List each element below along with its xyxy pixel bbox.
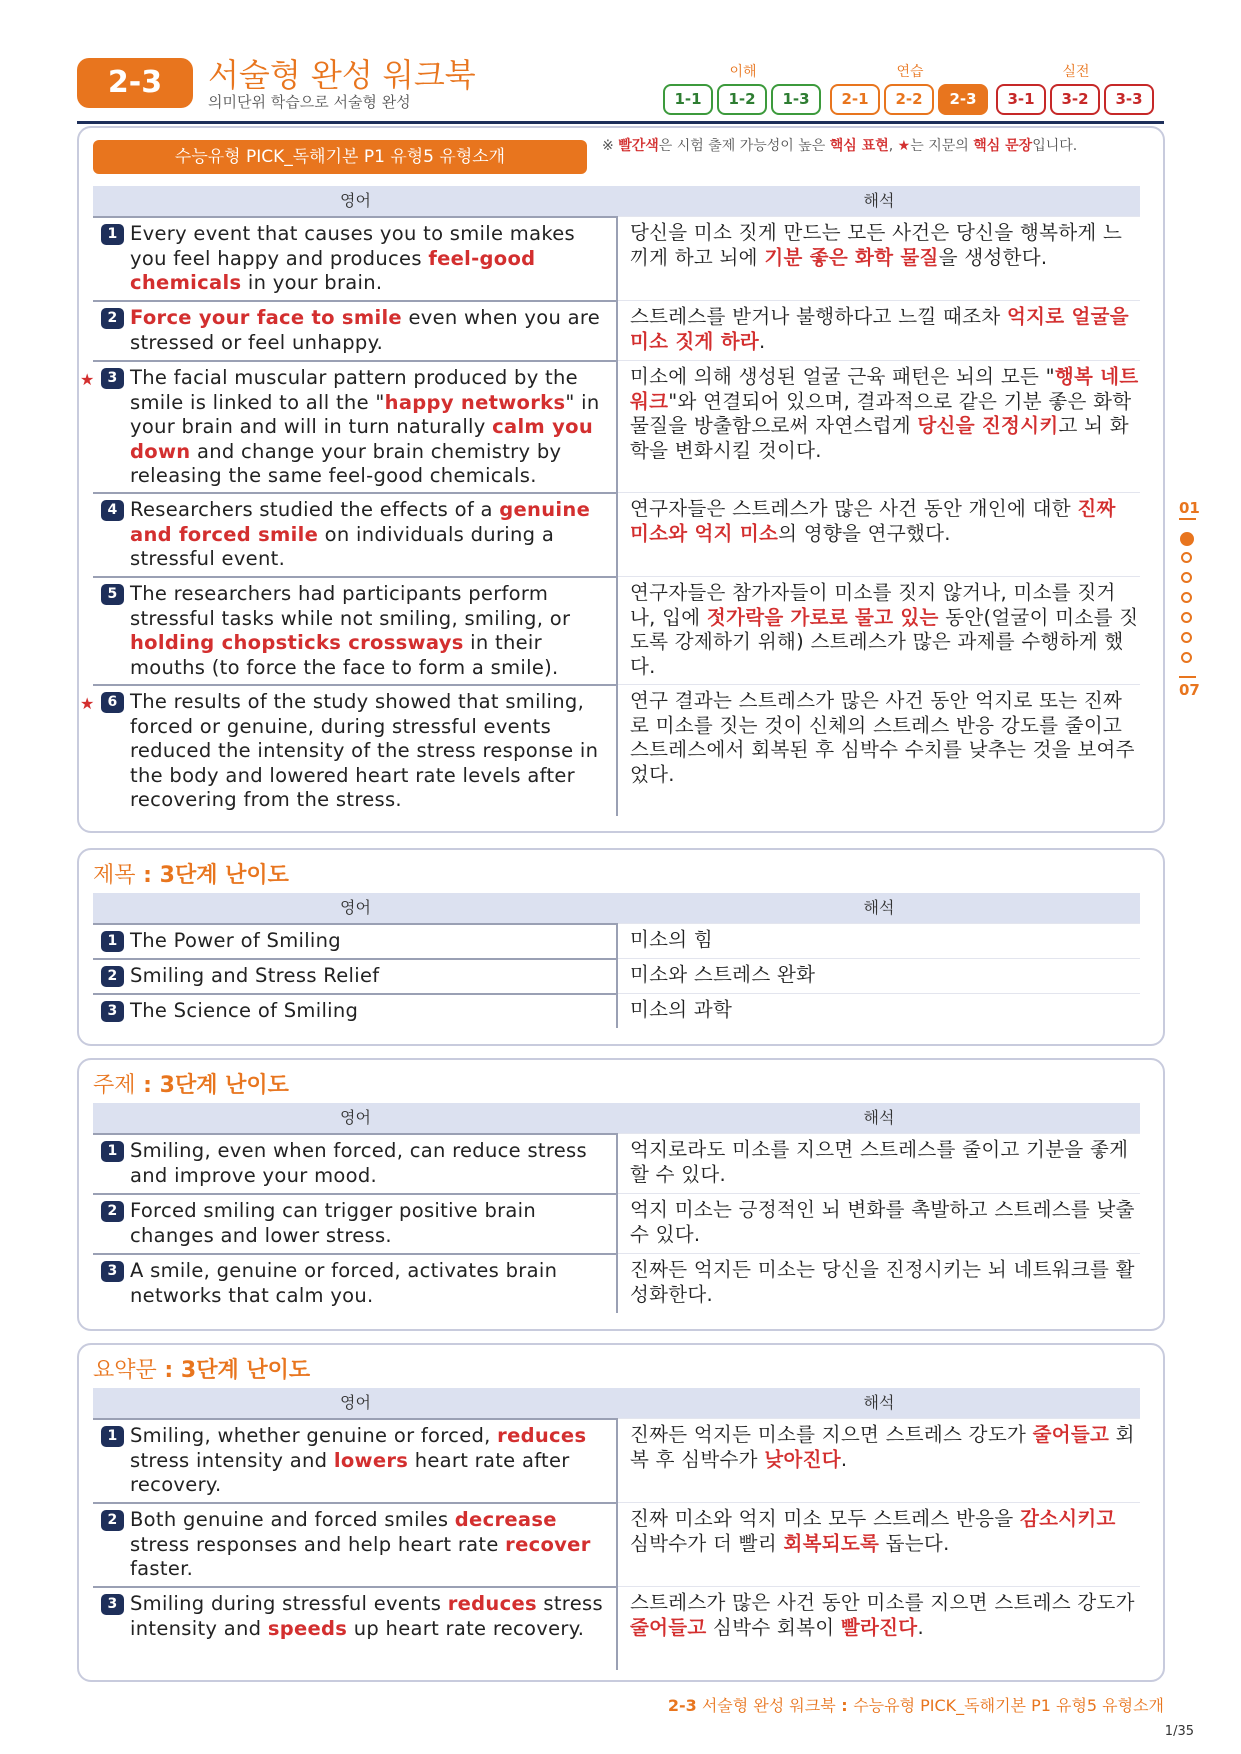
footer-separator: : bbox=[835, 1696, 854, 1715]
section-title bbox=[93, 858, 289, 889]
key-phrase: 낮아진다 bbox=[764, 1447, 841, 1471]
page-title: 서술형 완성 워크북 bbox=[208, 56, 476, 94]
key-phrase: holding chopsticks crossways bbox=[130, 631, 464, 654]
sentence-number: 1 bbox=[101, 931, 124, 952]
key-phrase: 행복 네트워크 bbox=[630, 365, 1139, 413]
korean-cell bbox=[618, 216, 1140, 300]
page-dot[interactable] bbox=[1181, 632, 1192, 643]
table-row bbox=[93, 1502, 1140, 1586]
english-cell bbox=[93, 958, 618, 993]
table-header bbox=[93, 186, 1140, 216]
english-cell bbox=[80, 360, 618, 492]
side-nav-start: 01 bbox=[1179, 499, 1200, 517]
step-2-2[interactable]: 2-2 bbox=[884, 84, 934, 115]
pick-label: 수능유형 PICK_독해기본 P1 유형5 유형소개 bbox=[93, 140, 587, 174]
section-separator: : bbox=[135, 1073, 160, 1098]
key-phrase: speeds bbox=[267, 1616, 348, 1640]
section-title bbox=[93, 1353, 310, 1384]
korean-cell bbox=[618, 684, 1140, 816]
key-phrase: Force your face to smile bbox=[130, 306, 402, 329]
column-korean: 해석 bbox=[863, 898, 895, 917]
section-level: 3단계 난이도 bbox=[180, 1358, 311, 1383]
text-span: 미소에 의해 생성된 얼굴 근육 패턴은 뇌의 모든 " bbox=[630, 365, 1055, 388]
korean-cell bbox=[618, 1502, 1140, 1586]
key-phrase: decrease bbox=[454, 1508, 557, 1531]
text-span: Forced smiling can trigger positive brain changes and lower stress. bbox=[130, 1199, 537, 1247]
table-row bbox=[80, 360, 1140, 492]
english-cell bbox=[93, 300, 618, 360]
korean-cell bbox=[618, 923, 1140, 958]
text-span: 진짜든 억지든 미소를 지으면 스트레스 강도가 bbox=[630, 1423, 1033, 1446]
column-english: 영어 bbox=[340, 1108, 371, 1127]
sentence-number: 5 bbox=[101, 584, 124, 605]
text-span: Every event that causes you to smile makes you feel happy and produces bbox=[130, 222, 575, 270]
text-span: 스트레스가 많은 사건 동안 미소를 지으면 스트레스 강도가 bbox=[630, 1591, 1135, 1614]
korean-cell bbox=[618, 993, 1140, 1028]
text-span: A smile, genuine or forced, activates brain networks that calm you. bbox=[130, 1259, 558, 1307]
note-red-word: 빨간색 bbox=[618, 138, 659, 154]
english-cell bbox=[93, 993, 618, 1028]
column-english: 영어 bbox=[340, 1393, 371, 1412]
text-span: 진짜 미소와 억지 미소 모두 스트레스 반응을 bbox=[630, 1507, 1020, 1530]
sentence-number: 1 bbox=[101, 1141, 124, 1162]
key-phrase: happy networks bbox=[384, 390, 566, 414]
section-separator: : bbox=[135, 863, 160, 888]
section-badge: 2-3 bbox=[77, 58, 193, 108]
section-level: 3단계 난이도 bbox=[159, 863, 289, 888]
text-span: 진짜든 억지든 미소는 당신을 진정시키는 뇌 네트워크를 활성화한다. bbox=[630, 1258, 1135, 1306]
section-title bbox=[93, 1068, 289, 1099]
text-span: . bbox=[917, 1615, 924, 1639]
text-span: Smiling, whether genuine or forced, bbox=[130, 1424, 498, 1447]
sentence-number: 2 bbox=[101, 966, 124, 987]
text-span: 을 생성한다. bbox=[938, 245, 1048, 269]
text-span: Smiling and Stress Relief bbox=[130, 964, 380, 987]
table-row bbox=[93, 993, 1140, 1028]
korean-cell bbox=[618, 1133, 1140, 1193]
korean-cell bbox=[618, 1253, 1140, 1313]
table-row bbox=[93, 300, 1140, 360]
english-cell bbox=[93, 1502, 618, 1586]
table-header bbox=[93, 893, 1140, 923]
step-2-1[interactable]: 2-1 bbox=[830, 84, 880, 115]
side-nav-rule-bottom bbox=[1179, 676, 1196, 678]
text-span: and change your brain chemistry by releasing the same feel-good chemicals. bbox=[130, 439, 562, 487]
section-separator: : bbox=[156, 1358, 181, 1383]
korean-cell bbox=[618, 300, 1140, 360]
text-span: 회복 후 심박수가 bbox=[630, 1423, 1135, 1471]
sentence-number: 1 bbox=[101, 224, 124, 245]
english-cell bbox=[80, 684, 618, 816]
column-korean: 해석 bbox=[863, 1108, 895, 1127]
key-phrase: 줄어들고 bbox=[1032, 1423, 1110, 1446]
step-3-2[interactable]: 3-2 bbox=[1050, 84, 1100, 115]
key-phrase: 억지로 얼굴을 미소 짓게 하라 bbox=[630, 305, 1129, 353]
step-1-1[interactable]: 1-1 bbox=[663, 84, 713, 115]
key-phrase: calm you down bbox=[130, 415, 594, 463]
text-span: The facial muscular pattern produced by the smile is linked to all the " bbox=[130, 366, 578, 414]
group-label-understand: 이해 bbox=[729, 64, 757, 80]
korean-cell bbox=[618, 360, 1140, 492]
text-span: The Science of Smiling bbox=[130, 999, 359, 1022]
key-phrase: 빨라진다 bbox=[840, 1615, 918, 1639]
key-phrase: genuine and forced smile bbox=[130, 498, 591, 546]
note-key-expression: 핵심 표현 bbox=[829, 138, 889, 154]
note-prefix: ※ bbox=[602, 138, 619, 154]
footer bbox=[668, 1693, 1164, 1716]
text-span: 고 뇌 화학을 변화시킬 것이다. bbox=[630, 414, 1129, 462]
sentence-number: 2 bbox=[101, 308, 124, 329]
text-span: Smiling, even when forced, can reduce stress and improve your mood. bbox=[130, 1139, 587, 1187]
footer-detail: 수능유형 PICK_독해기본 P1 유형5 유형소개 bbox=[853, 1696, 1164, 1715]
header-divider bbox=[77, 121, 1164, 124]
korean-cell bbox=[618, 958, 1140, 993]
text-span: The Power of Smiling bbox=[130, 929, 341, 952]
text-span: even when you are stressed or feel unhappy. bbox=[130, 306, 601, 354]
note-key-sentence: 핵심 문장 bbox=[973, 138, 1033, 154]
key-phrase: reduces bbox=[447, 1592, 537, 1615]
page-dot[interactable] bbox=[1181, 612, 1192, 623]
table-row bbox=[93, 923, 1140, 958]
key-phrase: 감소시키고 bbox=[1019, 1507, 1116, 1530]
table-row bbox=[93, 492, 1140, 576]
star-icon: ★ bbox=[897, 138, 911, 154]
english-cell bbox=[93, 576, 618, 684]
korean-cell bbox=[618, 1586, 1140, 1670]
text-span: 돕는다. bbox=[879, 1531, 950, 1555]
korean-cell bbox=[618, 576, 1140, 684]
key-phrase: feel-good chemicals bbox=[130, 246, 536, 294]
text-span: The researchers had participants perform stressful tasks while not smiling, smiling, or bbox=[130, 582, 571, 630]
korean-cell bbox=[618, 1193, 1140, 1253]
section-name: 요약문 bbox=[93, 1358, 157, 1383]
text-span: 심박수가 더 빨리 bbox=[630, 1531, 784, 1555]
page-number: 1/35 bbox=[1164, 1724, 1194, 1739]
key-phrase: 기분 좋은 화학 물질 bbox=[764, 245, 939, 269]
note-text-1: 은 시험 출제 가능성이 높은 bbox=[658, 138, 830, 154]
text-span: 억지 미소는 긍정적인 뇌 변화를 촉발하고 스트레스를 낮출 수 있다. bbox=[630, 1198, 1135, 1246]
table-row bbox=[93, 1193, 1140, 1253]
text-span: faster. bbox=[130, 1557, 194, 1580]
key-phrase: 젓가락을 가로로 물고 있는 bbox=[706, 605, 939, 629]
english-cell bbox=[93, 1193, 618, 1253]
star-icon: ★ bbox=[80, 370, 95, 389]
text-span: 동안(얼굴이 미소를 짓도록 강제하기 위해) 스트레스가 많은 과제를 수행하게 했다. bbox=[630, 605, 1139, 678]
sentence-number: 3 bbox=[101, 1001, 124, 1022]
sentence-number: 6 bbox=[101, 692, 124, 713]
english-cell bbox=[93, 1418, 618, 1502]
key-phrase: 줄어들고 bbox=[630, 1615, 707, 1639]
group-label-real: 실전 bbox=[1062, 64, 1090, 80]
sentence-number: 2 bbox=[101, 1510, 124, 1531]
sentence-number: 1 bbox=[101, 1426, 124, 1447]
text-span: stress intensity and bbox=[130, 1592, 603, 1640]
korean-cell bbox=[618, 492, 1140, 576]
key-phrase: reduces bbox=[497, 1424, 587, 1447]
text-span: Smiling during stressful events bbox=[130, 1592, 448, 1615]
english-cell bbox=[93, 923, 618, 958]
english-cell bbox=[93, 1253, 618, 1313]
text-span: . bbox=[840, 1447, 848, 1471]
table-header bbox=[93, 1388, 1140, 1418]
key-phrase: lowers bbox=[333, 1448, 409, 1472]
table-header bbox=[93, 1103, 1140, 1133]
text-span: in your brain. bbox=[241, 271, 383, 294]
text-span: 미소와 스트레스 완화 bbox=[630, 963, 816, 986]
english-cell bbox=[93, 1133, 618, 1193]
section-name: 제목 bbox=[93, 863, 136, 888]
footer-badge: 2-3 bbox=[667, 1696, 697, 1715]
note-text-3: 는 지문의 bbox=[910, 138, 974, 154]
section-name: 주제 bbox=[93, 1073, 136, 1098]
text-span: 당신을 미소 짓게 만드는 모든 사건은 당신을 행복하게 느끼게 하고 뇌에 bbox=[630, 221, 1123, 269]
legend-note bbox=[602, 137, 1152, 155]
table-row bbox=[93, 216, 1140, 300]
table-row bbox=[93, 1133, 1140, 1193]
text-span: The results of the study showed that smiling, forced or genuine, during stressful events reduced the intensity of the stress response in the body and lowered heart rate levels after recovering from the stress. bbox=[130, 690, 599, 811]
step-1-3[interactable]: 1-3 bbox=[771, 84, 821, 115]
text-span: . bbox=[759, 329, 766, 353]
table-row bbox=[93, 1586, 1140, 1670]
side-nav-end: 07 bbox=[1179, 681, 1200, 699]
table-row bbox=[93, 1253, 1140, 1313]
text-span: 미소의 과학 bbox=[630, 998, 733, 1021]
sentence-number: 3 bbox=[101, 368, 124, 389]
table-row bbox=[80, 684, 1140, 816]
key-phrase: recover bbox=[505, 1532, 591, 1556]
text-span: stress responses and help heart rate bbox=[130, 1532, 506, 1556]
key-phrase: 회복되도록 bbox=[783, 1531, 880, 1555]
table-row bbox=[93, 576, 1140, 684]
column-english: 영어 bbox=[340, 898, 371, 917]
key-phrase: 진짜 미소와 억지 미소 bbox=[630, 497, 1116, 545]
table-row bbox=[93, 1418, 1140, 1502]
text-span: 미소의 힘 bbox=[630, 928, 714, 951]
text-span: Both genuine and forced smiles bbox=[130, 1508, 455, 1531]
step-1-2[interactable]: 1-2 bbox=[717, 84, 767, 115]
key-phrase: 당신을 진정시키 bbox=[917, 414, 1059, 437]
sentence-number: 4 bbox=[101, 500, 124, 521]
note-text-4: 입니다. bbox=[1032, 138, 1078, 154]
english-cell bbox=[93, 1586, 618, 1670]
group-label-practice: 연습 bbox=[896, 64, 924, 80]
star-icon: ★ bbox=[80, 694, 95, 713]
page-subtitle: 의미단위 학습으로 서술형 완성 bbox=[208, 93, 411, 111]
section-level: 3단계 난이도 bbox=[159, 1073, 289, 1098]
korean-cell bbox=[618, 1418, 1140, 1502]
column-korean: 해석 bbox=[863, 1393, 895, 1412]
step-3-3[interactable]: 3-3 bbox=[1104, 84, 1154, 115]
step-2-3[interactable]: 2-3 bbox=[938, 84, 988, 115]
column-english: 영어 bbox=[340, 191, 371, 210]
text-span: 의 영향을 연구했다. bbox=[778, 521, 951, 545]
text-span: up heart rate recovery. bbox=[347, 1616, 585, 1640]
page-dot[interactable] bbox=[1181, 552, 1192, 563]
text-span: 스트레스를 받거나 불행하다고 느낄 때조차 bbox=[630, 305, 1007, 328]
text-span: stress intensity and bbox=[130, 1448, 334, 1472]
footer-title: 서술형 완성 워크북 bbox=[701, 1696, 836, 1715]
text-span: "와 연결되어 있으며, 결과적으로 같은 기분 좋은 화학 물질을 방출함으로써 자연스럽게 bbox=[630, 389, 1132, 437]
text-span: 억지로라도 미소를 지으면 스트레스를 줄이고 기분을 좋게 할 수 있다. bbox=[630, 1138, 1129, 1186]
text-span: " in your brain and will in turn naturally bbox=[130, 390, 600, 438]
text-span: Researchers studied the effects of a bbox=[130, 498, 500, 521]
side-nav-rule-top bbox=[1179, 518, 1196, 520]
text-span: 심박수 회복이 bbox=[706, 1615, 841, 1639]
english-cell bbox=[93, 216, 618, 300]
text-span: 연구자들은 스트레스가 많은 사건 동안 개인에 대한 bbox=[630, 497, 1078, 520]
table-row bbox=[93, 958, 1140, 993]
text-span: 연구 결과는 스트레스가 많은 사건 동안 억지로 또는 진짜로 미소를 짓는 것이 신체의 스트레스 반응 강도를 줄이고 스트레스에서 회복된 후 심박수 수치를 낮추는 것을 보여주었다. bbox=[630, 689, 1135, 786]
sentence-number: 3 bbox=[101, 1261, 124, 1282]
page-dot[interactable] bbox=[1181, 592, 1192, 603]
note-text-2: , bbox=[888, 138, 898, 154]
english-cell bbox=[93, 492, 618, 576]
page-dot[interactable] bbox=[1181, 652, 1192, 663]
sentence-number: 3 bbox=[101, 1594, 124, 1615]
sentence-number: 2 bbox=[101, 1201, 124, 1222]
column-korean: 해석 bbox=[863, 191, 895, 210]
page-dot[interactable] bbox=[1180, 532, 1194, 546]
text-span: heart rate after recovery. bbox=[130, 1448, 570, 1496]
text-span: in their mouths (to force the face to form a smile). bbox=[130, 631, 559, 679]
text-span: on individuals during a stressful event. bbox=[130, 522, 555, 570]
text-span: 연구자들은 참가자들이 미소를 짓지 않거나, 미소를 짓거나, 입에 bbox=[630, 581, 1116, 629]
step-3-1[interactable]: 3-1 bbox=[996, 84, 1046, 115]
page-dot[interactable] bbox=[1181, 572, 1192, 583]
